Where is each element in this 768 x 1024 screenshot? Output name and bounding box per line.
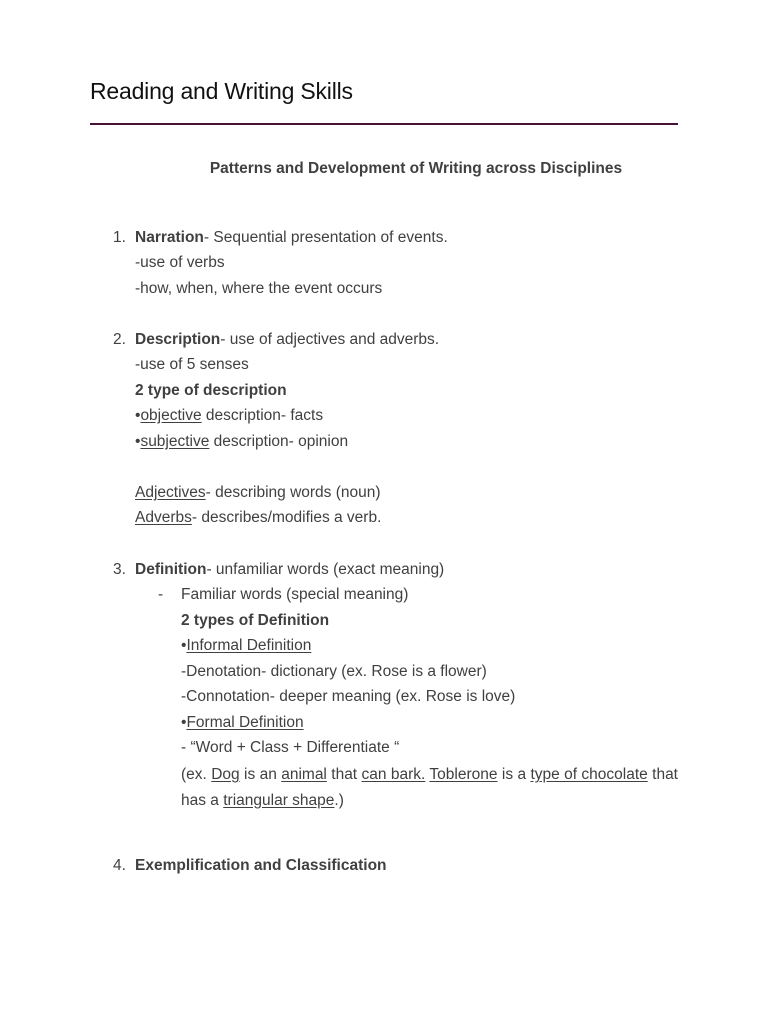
denotation-line: -Denotation- dictionary (ex. Rose is a flower) (181, 663, 487, 680)
list-number-1: 1. (113, 229, 126, 246)
list-number-2: 2. (113, 331, 126, 348)
description-types-heading: 2 type of description (135, 382, 287, 399)
adverbs-rest: - describes/modifies a verb. (191, 509, 382, 526)
definition-line (135, 560, 444, 580)
definition-definition: - unfamiliar words (exact meaning) (206, 561, 445, 578)
example-animal: animal (281, 766, 327, 783)
description-term: Description (135, 331, 221, 348)
list-number-4: 4. (113, 857, 126, 874)
definition-example (181, 762, 678, 813)
exemplification-heading: Exemplification and Classification (135, 857, 387, 874)
informal-definition-line (181, 636, 311, 656)
objective-term: objective (140, 407, 202, 424)
adverbs-line (135, 508, 381, 528)
example-close: .) (334, 791, 344, 809)
example-that: that (326, 766, 362, 783)
familiar-words-line: Familiar words (special meaning) (181, 586, 409, 603)
description-point: -use of 5 senses (135, 356, 249, 373)
subjective-term: subjective (140, 433, 210, 450)
example-that-has-a: that has a (181, 766, 678, 809)
example-is-a: is a (497, 766, 531, 783)
objective-rest: description- facts (201, 407, 324, 424)
definition-term: Definition (135, 561, 207, 578)
bullet: • (181, 637, 187, 654)
narration-point-1: -use of verbs (135, 254, 225, 271)
bullet: • (135, 407, 141, 424)
connotation-line: -Connotation- deeper meaning (ex. Rose is love) (181, 688, 516, 705)
page-title: Reading and Writing Skills (90, 78, 353, 104)
title-divider (90, 123, 678, 125)
informal-definition: Informal Definition (186, 637, 312, 654)
description-type-subjective (135, 432, 348, 452)
adjectives-rest: - describing words (noun) (205, 484, 381, 501)
example-triangular-shape: triangular shape (223, 791, 335, 809)
narration-line (135, 228, 448, 248)
example-type-of-chocolate: type of chocolate (530, 766, 648, 783)
subjective-rest: description- opinion (209, 433, 349, 450)
bullet: • (181, 714, 187, 731)
example-can-bark: can bark. (361, 766, 426, 783)
example-is-an: is an (239, 766, 282, 783)
dash-marker: - (158, 586, 164, 603)
formula-line: - “Word + Class + Differentiate “ (181, 739, 400, 756)
formal-definition: Formal Definition (186, 714, 304, 731)
list-number-3: 3. (113, 561, 126, 578)
adverbs-term: Adverbs (135, 509, 192, 526)
narration-point-2: -how, when, where the event occurs (135, 280, 383, 297)
definition-types-heading: 2 types of Definition (181, 612, 330, 629)
narration-definition: - Sequential presentation of events. (203, 229, 448, 246)
narration-term: Narration (135, 229, 204, 246)
document-subtitle: Patterns and Development of Writing across Disciplines (209, 160, 623, 177)
description-line (135, 330, 439, 350)
description-type-objective (135, 406, 323, 426)
example-dog: Dog (211, 766, 240, 783)
adjectives-line (135, 483, 381, 503)
description-definition: - use of adjectives and adverbs. (220, 331, 440, 348)
bullet: • (135, 433, 141, 450)
formal-definition-line (181, 713, 304, 733)
example-toblerone: Toblerone (429, 766, 498, 783)
adjectives-term: Adjectives (135, 484, 206, 501)
example-open: (ex. (181, 766, 212, 783)
